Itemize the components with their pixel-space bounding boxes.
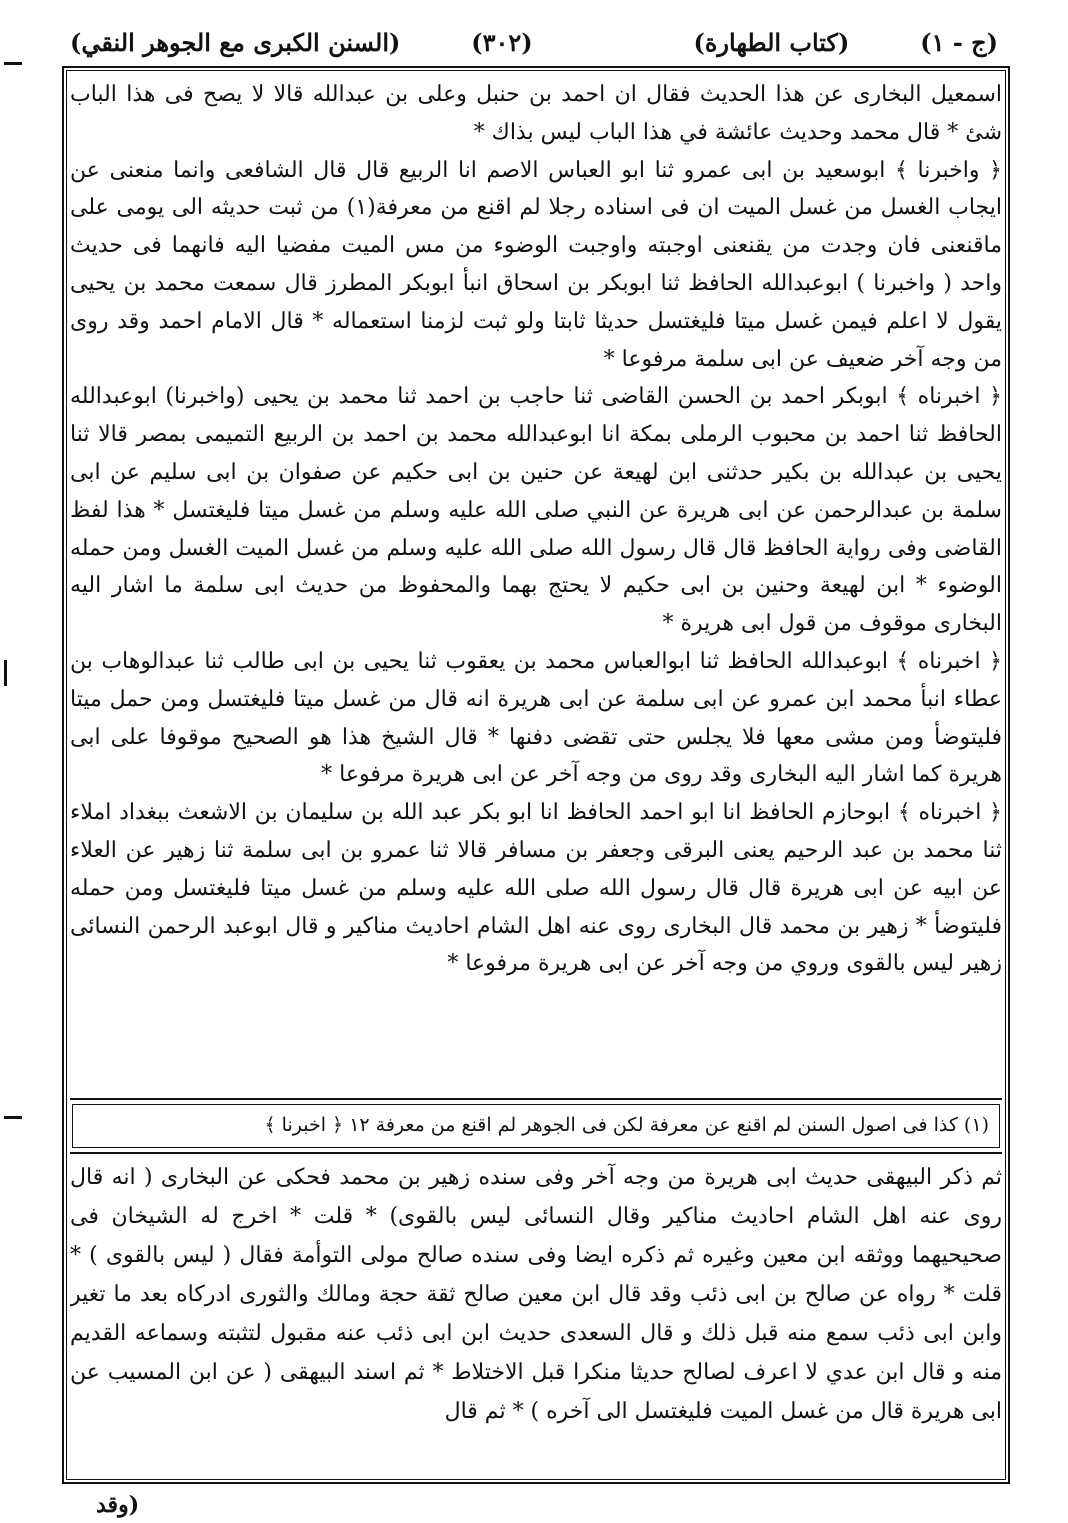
margin-mark	[4, 62, 22, 65]
paragraph: ﴿ واخبرنا ﴾ ابوسعيد بن ابى عمرو ثنا ابو العباس الاصم انا الربيع قال قال الشافعى وانما منعنى عن ايجاب الغسل من غسل الميت ان فى اسناده رجلا لم اقنع من معرفة(١) من ثبت حديثه الى يومى على ماقنعنى فان وجدت من يقنعنى اوجبته واوجبت الوضوء من مس الميت مفضيا اليه فانهما فى حديث واحد ( واخبرنا ) ابوعبدالله الحافظ ثنا ابوبكر بن اسحاق انبأ ابوبكر المطرز قال سمعت محمد بن يحيى يقول لا اعلم فيمن غسل ميتا فليغتسل حديثا ثابتا ولو ثبت لزمنا استعماله * قال الامام احمد وقد روى من وجه آخر ضعيف عن ابى سلمة مرفوعا *	[70, 157, 1002, 372]
paragraph: ﴿ اخبرناه ﴾ ابوحازم الحافظ انا ابو احمد الحافظ انا ابو بكر عبد الله بن سليمان بن الاشعث ببغداد املاء ثنا محمد بن عبد الرحيم يعنى البرقى وجعفر بن مسافر قالا ثنا عمرو بن ابى سلمة ثنا زهير عن العلاء عن ابيه عن ابى هريرة قال قال رسول الله صلى الله عليه وسلم من غسل ميتا فليغتسل ومن حمله فليتوضأ * زهير بن محمد قال البخارى روى عنه اهل الشام احاديث مناكير و قال ابوعبد الرحمن النسائى زهير ليس بالقوى وروي من وجه آخر عن ابى هريرة مرفوعا *	[70, 800, 1002, 977]
volume-number: (ج - ١)	[920, 27, 998, 57]
page-number: (٣٠٢)	[471, 27, 533, 57]
catchword: (وقد	[96, 1492, 140, 1518]
margin-mark	[4, 1116, 22, 1119]
commentary-text	[70, 1158, 1002, 1476]
margin-mark	[4, 660, 7, 686]
footnote: (١) كذا فى اصول السنن لم اقنع عن معرفة لكن فى الجوهر لم اقنع من معرفة ١٢ ﴿ اخبرنا ﴾	[72, 1104, 1000, 1148]
paragraph: اسمعيل البخارى عن هذا الحديث فقال ان احمد بن حنبل وعلى بن عبدالله قالا لا يصح فى هذا الباب شئ * قال محمد وحديث عائشة في هذا الباب ليس بذاك *	[70, 82, 1002, 145]
main-text	[70, 76, 1002, 1096]
paragraph: ﴿ اخبرناه ﴾ ابوبكر احمد بن الحسن القاضى ثنا حاجب بن احمد ثنا محمد بن يحيى (واخبرنا) ابوعبدالله الحافظ ثنا احمد بن محبوب الرملى بمكة انا ابوعبدالله محمد بن احمد بن الربيع التميمى بمصر قالا ثنا يحيى بن عبدالله بن بكير حدثنى ابن لهيعة عن حنين بن ابى حكيم عن صفوان بن ابى سليم عن ابى سلمة بن عبدالرحمن عن ابى هريرة عن النبي صلى الله عليه وسلم من غسل ميتا فليغتسل * هذا لفظ القاضى وفى رواية الحافظ قال قال رسول الله صلى الله عليه وسلم من غسل الميت الغسل ومن حمله الوضوء * ابن لهيعة وحنين بن ابى حكيم لا يحتج بهما والمحفوظ من حديث ابى سلمة ما اشار اليه البخارى موقوف من قول ابى هريرة *	[70, 384, 1002, 637]
paragraph: ﴿ اخبرناه ﴾ ابوعبدالله الحافظ ثنا ابوالعباس محمد بن يعقوب ثنا يحيى بن ابى طالب ثنا عبدالوهاب بن عطاء انبأ محمد ابن عمرو عن ابى سلمة عن ابى هريرة انه قال من غسل ميتا فليغتسل ومن حمل ميتا فليتوضأ ومن مشى معها فلا يجلس حتى تقضى دفنها * قال الشيخ هذا هو الصحيح موقوفا على ابى هريرة كما اشار اليه البخارى وقد روى من وجه آخر عن ابى هريرة مرفوعا *	[70, 648, 1002, 788]
paragraph: ثم ذكر البيهقى حديث ابى هريرة من وجه آخر وفى سنده زهير بن محمد فحكى عن البخارى ( انه قال روى عنه اهل الشام احاديث مناكير وقال النسائى ليس بالقوى) * قلت * اخرج له الشيخان فى صحيحيهما ووثقه ابن معين وغيره ثم ذكره ايضا وفى سنده صالح مولى التوأمة فقال ( ليس بالقوى ) * قلت * رواه عن صالح بن ابى ذئب وقد قال ابن معين صالح ثقة حجة ومالك والثورى ادركاه بعد ما تغير وابن ابى ذئب سمع منه قبل ذلك و قال السعدى حديث ابن ابى ذئب عنه مقبول لتثبته وسماعه القديم منه و قال ابن عدي لا اعرف لصالح حديثا منكرا قبل الاختلاط * ثم اسند البيهقى ( عن ابن المسيب عن ابى هريرة قال من غسل الميت فليغتسل الى آخره ) * ثم قال	[70, 1165, 1002, 1424]
divider	[70, 1098, 1002, 1100]
header-title: (السنن الكبرى مع الجوهر النقي)	[70, 27, 401, 57]
page-header	[70, 20, 998, 64]
divider	[70, 1152, 1002, 1154]
book-title: (كتاب الطهارة)	[693, 27, 850, 57]
